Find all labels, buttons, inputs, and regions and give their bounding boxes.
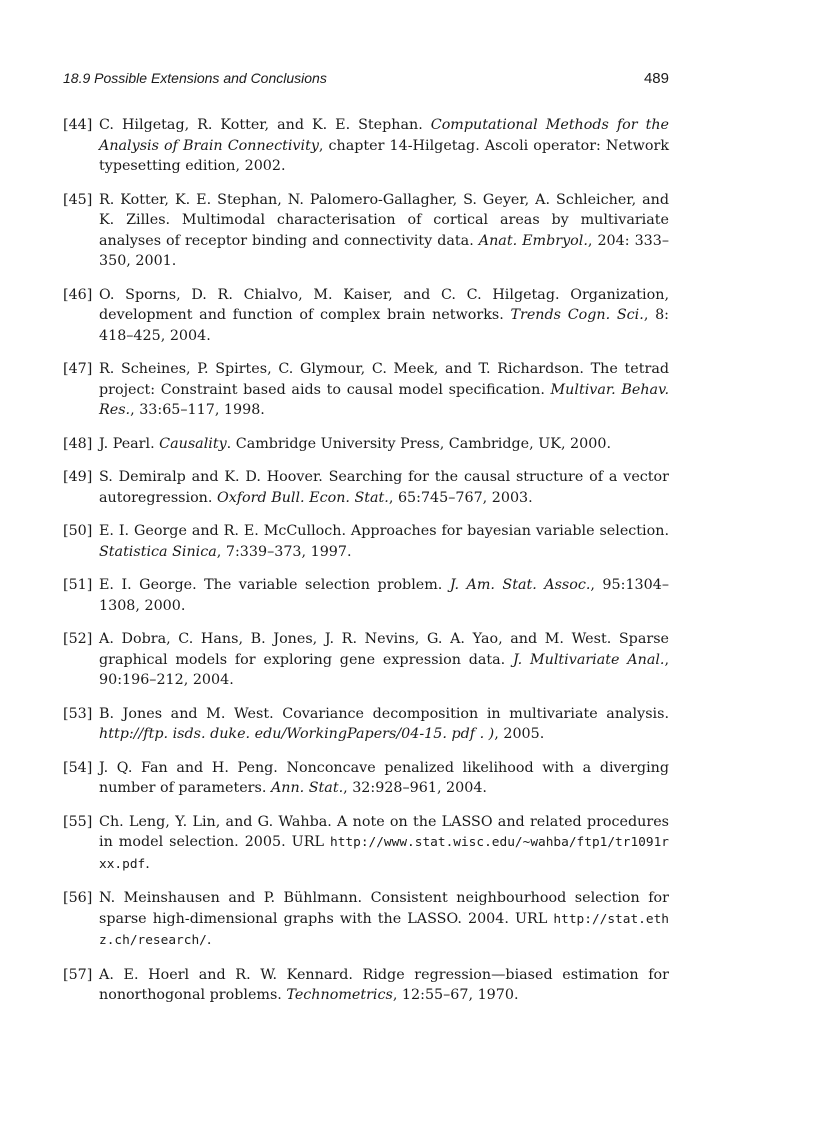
reference-number: [56]	[63, 890, 93, 906]
reference-text: .	[145, 855, 150, 872]
reference-item	[63, 521, 669, 562]
reference-source: J. Am. Stat. Assoc.	[449, 577, 591, 593]
reference-url: http://www.stat.wisc.edu/~wahba/ftp1/tr1091rxx.pdf	[99, 835, 669, 872]
reference-number: [57]	[63, 966, 93, 983]
reference-text: , 204: 333–350, 2001.	[99, 232, 670, 269]
reference-item	[63, 704, 669, 745]
reference-text: , 2005.	[494, 726, 545, 742]
reference-text: , 12:55–67, 1970.	[392, 987, 519, 1003]
reference-url: http://stat.ethz.ch/research/	[99, 911, 669, 948]
reference-number: [53]	[63, 705, 93, 722]
reference-item	[63, 758, 669, 799]
reference-number: [46]	[63, 286, 93, 303]
reference-number: [55]	[63, 813, 93, 830]
reference-source: Ann. Stat.	[270, 780, 344, 796]
reference-text: , 7:339–373, 1997.	[216, 543, 352, 560]
reference-list	[63, 115, 669, 1019]
reference-number: [50]	[63, 523, 93, 539]
reference-text: J. Pearl.	[99, 435, 160, 452]
page-number: 489	[643, 70, 669, 87]
reference-number: [47]	[63, 361, 93, 377]
reference-number: [52]	[63, 631, 93, 647]
reference-source: Multivar. Behav. Res.	[99, 381, 669, 418]
reference-number: [49]	[63, 469, 93, 485]
reference-text: A. E. Hoerl and R. W. Kennard. Ridge regression—biased estimation for nonorthogonal problems.	[99, 966, 669, 1003]
reference-text: R. Scheines, P. Spirtes, C. Glymour, C. Meek, and T. Richardson. The tetrad project: Constraint based aids to causal model specification.	[99, 361, 669, 398]
reference-item	[63, 888, 669, 952]
reference-item	[63, 575, 669, 616]
reference-item	[63, 285, 669, 347]
reference-item	[63, 965, 669, 1006]
reference-number: [51]	[63, 577, 93, 593]
reference-item	[63, 467, 669, 508]
reference-source: Trends Cogn. Sci.	[510, 307, 644, 323]
reference-source: J. Multivariate Anal.	[513, 651, 665, 668]
reference-item	[63, 434, 669, 455]
reference-source: Technometrics	[286, 987, 393, 1003]
reference-text: R. Kotter, K. E. Stephan, N. Palomero-Gallagher, S. Geyer, A. Schleicher, and K. Zilles. Multimodal characterisation of cortical areas by multivariate analyses of receptor binding and connectivity data.	[99, 191, 669, 249]
reference-text: , 95:1304–1308, 2000.	[99, 577, 669, 614]
reference-text: A. Dobra, C. Hans, B. Jones, J. R. Nevins, G. A. Yao, and M. West. Sparse graphical models for exploring gene expression data.	[99, 631, 669, 668]
reference-number: [44]	[63, 117, 93, 133]
reference-text: C. Hilgetag, R. Kotter, and K. E. Stephan.	[99, 117, 431, 133]
reference-item	[63, 629, 669, 691]
reference-text: Ch. Leng, Y. Lin, and G. Wahba. A note on the LASSO and related procedures in model selection. 2005. URL	[99, 813, 669, 850]
reference-number: [48]	[63, 435, 93, 452]
reference-text: , chapter 14-Hilgetag. Ascoli operator: Network typesetting edition, 2002.	[99, 137, 669, 174]
reference-text: , 90:196–212, 2004.	[99, 651, 670, 688]
section-title: 18.9 Possible Extensions and Conclusions	[63, 70, 327, 86]
reference-text: , 33:65–117, 1998.	[130, 402, 265, 418]
reference-text: N. Meinshausen and P. Bühlmann. Consistent neighbourhood selection for sparse high-dimensional graphs with the LASSO. 2004. URL	[99, 890, 669, 927]
reference-item	[63, 359, 669, 421]
reference-text: S. Demiralp and K. D. Hoover. Searching for the causal structure of a vector autoregression.	[99, 469, 669, 506]
reference-number: [45]	[63, 191, 93, 208]
reference-source: Causality	[159, 435, 227, 452]
reference-item	[63, 812, 669, 876]
reference-text: , 8: 418–425, 2004.	[99, 307, 669, 344]
reference-item	[63, 115, 669, 177]
reference-source: http://ftp. isds. duke. edu/WorkingPapers/04-15. pdf . )	[99, 726, 495, 742]
reference-text: , 65:745–767, 2003.	[388, 489, 533, 506]
reference-number: [54]	[63, 759, 93, 776]
reference-text: , 32:928–961, 2004.	[343, 780, 487, 796]
reference-item	[63, 190, 669, 272]
reference-text: .	[206, 932, 212, 948]
reference-text: . Cambridge University Press, Cambridge, UK, 2000.	[226, 435, 611, 452]
reference-source: Oxford Bull. Econ. Stat.	[216, 489, 389, 506]
reference-text: O. Sporns, D. R. Chialvo, M. Kaiser, and C. C. Hilgetag. Organization, development and function of complex brain networks.	[99, 286, 669, 323]
reference-text: E. I. George and R. E. McCulloch. Approaches for bayesian variable selection.	[99, 523, 669, 539]
reference-source: Statistica Sinica	[99, 543, 217, 560]
reference-text: J. Q. Fan and H. Peng. Nonconcave penalized likelihood with a diverging number of parameters.	[99, 759, 669, 796]
reference-source: Anat. Embryol.	[478, 232, 588, 249]
reference-text: E. I. George. The variable selection problem.	[99, 577, 450, 593]
reference-text: B. Jones and M. West. Covariance decomposition in multivariate analysis.	[99, 705, 669, 722]
running-header	[63, 70, 669, 90]
reference-source: Computational Methods for the Analysis of Brain Connectivity	[99, 117, 669, 154]
